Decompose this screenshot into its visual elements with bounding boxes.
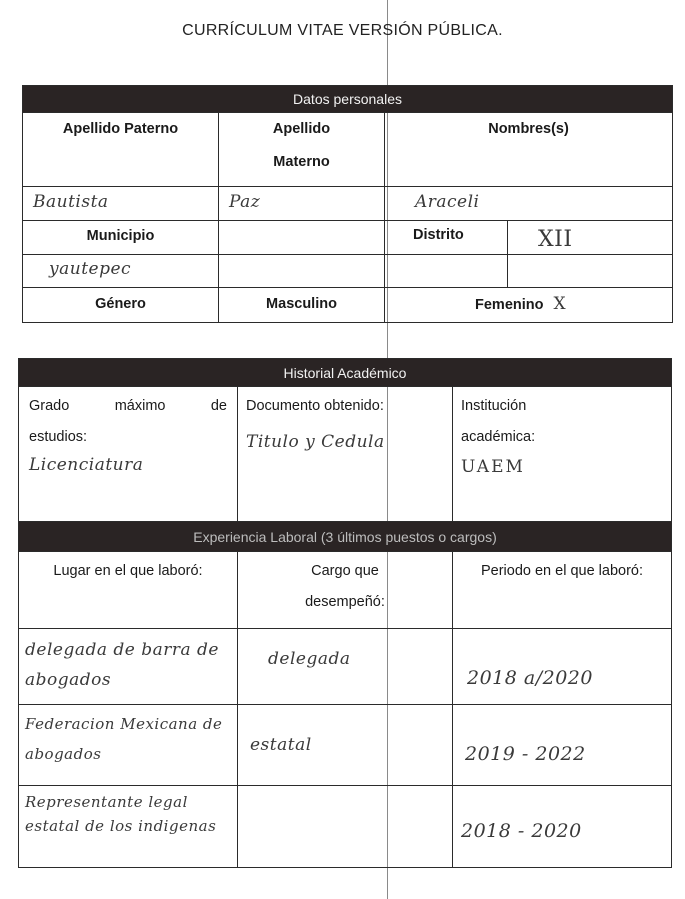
empty-cell: [385, 255, 508, 288]
nombres-label: Nombres(s): [385, 113, 673, 187]
lugar-value: Representante legal estatal de los indigenas: [19, 786, 238, 868]
table-row: [19, 705, 672, 786]
table-row: [19, 629, 672, 705]
periodo-value: 2018 a/2020: [453, 629, 672, 705]
femenino-label: Femenino: [475, 297, 544, 313]
femenino-mark: X: [553, 294, 567, 314]
cargo-value: estatal: [238, 705, 453, 786]
grado-value: Licenciatura: [29, 455, 144, 475]
lugar-value: Federacion Mexicana de abogados: [19, 705, 238, 786]
work-experience-header: Experiencia Laboral (3 últimos puestos o cargos): [19, 522, 672, 552]
column-header-lugar: Lugar en el que laboró:: [19, 552, 238, 629]
column-header-periodo: Periodo en el que laboró:: [453, 552, 672, 629]
periodo-value: 2019 - 2022: [453, 705, 672, 786]
apellido-paterno-label: Apellido Paterno: [23, 113, 219, 187]
documento-value: Titulo y Cedula: [246, 432, 385, 452]
table-row: [19, 786, 672, 868]
personal-data-header: Datos personales: [23, 86, 673, 113]
periodo-value: 2018 - 2020: [453, 786, 672, 868]
work-experience-table: [18, 521, 672, 868]
municipio-label: Municipio: [23, 221, 219, 255]
empty-cell: [219, 221, 385, 255]
distrito-label: Distrito: [385, 221, 508, 255]
column-header-cargo: Cargo que desempeñó:: [238, 552, 453, 629]
document-title: CURRÍCULUM VITAE VERSIÓN PÚBLICA.: [182, 22, 503, 39]
academic-history-table: [18, 358, 672, 522]
cargo-value: [238, 786, 453, 868]
empty-cell: [219, 255, 385, 288]
gender-row-table: [22, 287, 673, 323]
personal-data-table: [22, 85, 673, 288]
apellido-materno-label: Apellido Materno: [219, 113, 385, 187]
documento-label: Documento obtenido:: [246, 398, 384, 414]
grado-label: Grado máximo de estudios:: [29, 398, 227, 445]
empty-cell: [508, 255, 673, 288]
institucion-value: UAEM: [461, 457, 525, 477]
femenino-cell: [385, 288, 673, 323]
institucion-label: Institución académica:: [461, 398, 536, 445]
nombres-value: Araceli: [385, 187, 673, 221]
documento-cell: [238, 387, 453, 522]
apellido-materno-value: Paz: [219, 187, 385, 221]
genero-label: Género: [23, 288, 219, 323]
distrito-value: XII: [508, 221, 673, 255]
municipio-value: yautepec: [23, 255, 219, 288]
lugar-value: delegada de barra de abogados: [19, 629, 238, 705]
institucion-cell: [453, 387, 672, 522]
masculino-label: Masculino: [219, 288, 385, 323]
grado-cell: [19, 387, 238, 522]
academic-history-header: Historial Académico: [19, 359, 672, 387]
cargo-value: delegada: [238, 629, 453, 705]
apellido-paterno-value: Bautista: [23, 187, 219, 221]
